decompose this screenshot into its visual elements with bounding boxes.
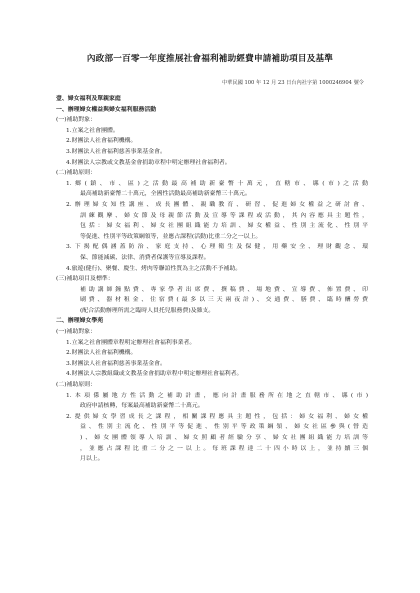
text-line: 3.財團法人社會福利慈善事業基金會。 [66, 148, 166, 155]
text-line: 月以上。 [80, 456, 104, 463]
text-line: 包括：婦女福利、婦女社團組織能力培訓、婦女權益、性別主流化、性別平 [80, 223, 368, 230]
text-line: 保、節能減碳、法律、消費者保護等宣導及課程。 [80, 254, 210, 261]
text-line: 最高補助新臺幣二十萬元，全國性活動最高補助新臺幣三十萬元。 [80, 191, 251, 198]
section-heading: 二、辦理婦女學苑 [56, 318, 104, 325]
text-line: 4.財團法人宗教或文教基金會捐助章程中明定辦理社會福利者。 [66, 159, 231, 166]
text-line: (一)補助對象： [56, 117, 96, 124]
text-line: 1.鄉(鎮、市、區)之活動最高補助新臺幣十萬元，直轄市、縣(市)之活動 [66, 180, 368, 187]
section-heading: 壹、婦女福利及單親家庭 [56, 96, 121, 102]
text-line: 政府申請核轉，每案最高補助新臺幣二十萬元。 [80, 403, 204, 410]
text-line: 3.財團法人社會福利慈善事業基金會。 [66, 360, 166, 367]
text-line: 1.本項係屬地方性活動之補助計畫，應向計畫服務所在地之直轄市、縣(市) [66, 392, 368, 399]
text-line: 等促進、性別平等政策綱領等，並應占課程(活動)比重二分之一以上。 [80, 233, 262, 240]
text-line: (三)補助項目及標準： [56, 276, 114, 283]
text-line: 1.立案之社會團體。 [66, 127, 119, 134]
text-line: 2.提供婦女學習成長之課程，相關課程應具主題性，包括：婦女福利、婦女權 [66, 413, 368, 420]
text-line: 4.財團法人宗教組織或文教基金會捐助章程中明定辦理社會福利者。 [66, 371, 243, 378]
text-line: 2.財團法人社會福利機構。 [66, 350, 137, 357]
text-line: (配合活動辦理所需之臨時人員托兒服務費)及雜支。 [80, 307, 215, 314]
text-line: 益、性別主流化、性別平等促進、性別平等政策綱領、婦女社區參與(營造 [80, 424, 368, 431]
text-line: (二)補助原則： [56, 170, 96, 177]
document-reference: 中華民國 100 年 12 月 23 日台內社字第 1000246904 號令 [222, 80, 364, 86]
text-line: )、婦女團體領導人培訓、婦女照顧者經驗分享、婦女社團組織能力培訓等 [80, 435, 368, 441]
text-line: (一)補助對象： [56, 329, 96, 336]
text-line: 2.辦理婦女知性講座、成長團體、親職教育、研習、促進婦女權益之研討會、 [66, 201, 368, 208]
text-line: (二)補助原則： [56, 382, 96, 389]
text-line: 4.旅遊(健行)、聚餐、慶生、烤肉等聯誼性質為主之活動不予補助。 [66, 265, 242, 272]
text-line: 訓練觀摩、婦女節及母親節活動及宣導等課程或活動，其內容應具主題性， [80, 212, 368, 219]
text-line: 1.立案之社會團體章程明定辦理社會福利事業者。 [66, 339, 196, 346]
text-line: 補助講師鐘點費、專家學者出席費、撰稿費、場地費、宣導費、佈置費、印 [80, 286, 368, 293]
text-line: 3.下揭配偶涵蓋防治、家庭支持、心理衛生及保健，用藥安全、理財觀念、環 [66, 244, 368, 251]
section-heading: 一、辦理婦女權益與婦女福利服務活動 [56, 106, 157, 113]
document-body [56, 94, 368, 465]
text-line: ，並應占課程比重二分之一以上。每班課程達二十四小時以上，並持續三個 [80, 445, 368, 452]
text-line: 2.財團法人社會福利機構。 [66, 138, 137, 145]
text-line: 刷費、器材租金、住宿費(最多以三天兩夜計)、交通費、膳費、臨時酬勞費 [80, 297, 368, 304]
document-title: 內政部一百零一年度推展社會福利補助經費申請補助項目及基準 [86, 54, 334, 64]
